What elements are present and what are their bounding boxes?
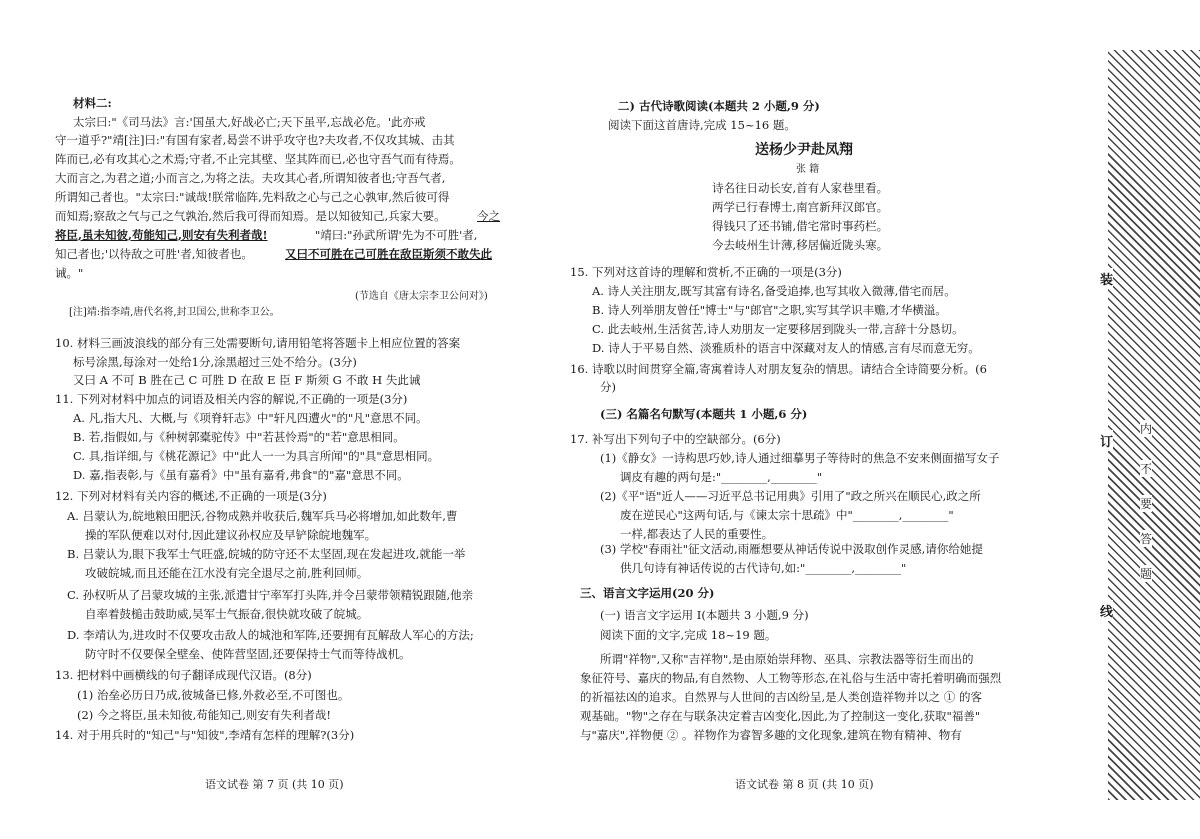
question-12: 12. 下列对材料有关内容的概述,不正确的一项是(3分): [55, 489, 327, 503]
question-13-item-1: (1) 治垒必历日乃成,彼城备已修,外救必至,不可图也。: [77, 688, 350, 702]
text-line: 阵而已,必有攻其心之术焉;守者,不止完其壁、坚其阵而已,必也守吾气而有待焉。: [55, 152, 461, 166]
question-13: 13. 把材料中画横线的句子翻译成现代汉语。(8分): [55, 668, 312, 682]
option-c: C. 此去岐州,生活贫苦,诗人劝朋友一定要移居到陇头一带,言辞十分恳切。: [592, 322, 964, 336]
material-heading: 材料二:: [73, 96, 112, 110]
binding-label: 装: [1100, 268, 1113, 289]
text-line: 而知焉;察敌之气与己之气孰治,然后我可得而知焉。是以知彼知己,兵家大要。: [55, 209, 446, 223]
question-10-options: 又曰 A 不可 B 胜在己 C 可胜 D 在敌 E 臣 F 斯须 G 不敢 H 失此诫: [73, 373, 421, 387]
option-a: A. 凡,指大凡、大概,与《项脊轩志》中"轩凡四遭火"的"凡"意思不同。: [73, 411, 428, 425]
question-11: 11. 下列对材料中加点的词语及相关内容的解说,不正确的一项是(3分): [55, 392, 408, 406]
question-17-item-2: (2)《平"语"近人——习近平总书记用典》引用了"政之所兴在顺民心,政之所: [600, 489, 981, 503]
option-b: B. 诗人列举朋友曾任"博士"与"郎官"之职,实写其学识丰赡,才华横溢。: [592, 303, 947, 317]
text-line: 守一道乎?"靖[注]曰:"有国有家者,曷尝不讲乎攻守也?夫攻者,不仅攻其城、击其: [55, 133, 455, 147]
page-footer: 语文试卷 第 8 页 (共 10 页): [735, 778, 874, 791]
section-heading: 二) 古代诗歌阅读(本题共 2 小题,9 分): [618, 99, 820, 113]
poem-title: 送杨少尹赴凤翔: [755, 142, 853, 158]
poem-line: 诗名往日动长安,首有人家巷里看。: [712, 181, 889, 195]
text-line: "靖曰:"孙武所谓'先为不可胜'者,: [315, 228, 478, 242]
binding-hint: 内: [1140, 422, 1153, 436]
section-heading: (三) 名篇名句默写(本题共 1 小题,6 分): [600, 407, 808, 421]
underlined-text: 今之: [477, 209, 500, 223]
question-10-text: 标号涂黑,每涂对一处给1分,涂黑超过三处不给分。(3分): [73, 355, 357, 369]
option-a: A. 吕蒙认为,皖地粮田肥沃,谷物成熟并收获后,魏军兵马必将增加,如此数年,曹: [67, 509, 458, 523]
option-b: B. 若,指假如,与《种树郭橐驼传》中"若甚怜焉"的"若"意思相同。: [73, 430, 405, 444]
option-d: D. 嘉,指表彰,与《虽有嘉肴》中"虽有嘉肴,弗食"的"嘉"意思不同。: [73, 468, 409, 482]
binding-label: 线: [1100, 600, 1113, 621]
wavy-underlined-text: 又曰不可胜在己可胜在敌臣斯须不敢失此: [285, 247, 492, 261]
text-line: 大而言之,为君之道;小而言之,为将之法。夫攻其心者,所谓知彼者也;守吾气者,: [55, 171, 446, 185]
subsection-heading: (一) 语言文字运用 I(本题共 3 小题,9 分): [600, 608, 809, 622]
question-14: 14. 对于用兵时的"知己"与"知彼",李靖有怎样的理解?(3分): [55, 728, 355, 742]
option-c-cont: 自率着鼓槌击鼓助威,吴军士气振奋,很快就攻破了皖城。: [85, 607, 369, 621]
passage-line: 象征符号、嘉庆的物品,有自然物、人工物等形态,在礼俗与生活中寄托着明确而强烈: [580, 671, 1002, 685]
passage-line: 观基础。"物"之存在与联条决定着吉凶变化,因此,为了控制这一变化,获取"福善": [580, 709, 981, 723]
question-17: 17. 补写出下列句子中的空缺部分。(6分): [570, 432, 781, 446]
question-10: 10. 材料三画波浪线的部分有三处需要断句,请用铅笔将答题卡上相应位置的答案: [55, 336, 461, 350]
option-d: D. 李靖认为,进攻时不仅要攻击敌人的城池和军阵,还要拥有瓦解敌人军心的方法;: [67, 628, 474, 642]
source-note: (节选自《唐太宗李卫公问对》): [355, 291, 488, 302]
binding-hint: 答: [1140, 532, 1153, 546]
question-16-cont: 分): [600, 380, 616, 394]
passage-line: 的祈福祛凶的追求。自然界与人世间的吉凶纷呈,是人类创造祥物并以之 ① 的客: [580, 690, 982, 704]
text-line: 太宗曰:"《司马法》言:'国虽大,好战必亡;天下虽平,忘战必危。'此亦戒: [73, 115, 426, 129]
option-d-cont: 防守时不仅要保全壁垒、使阵营坚固,还要保持士气而等待战机。: [85, 647, 411, 661]
question-16: 16. 诗歌以时间贯穿全篇,寄寓着诗人对朋友复杂的情思。请结合全诗简要分析。(6: [570, 362, 987, 376]
text-line: 知己者也;'以待敌之可胜'者,知彼者也。: [55, 247, 253, 261]
text-line: 诫。": [55, 266, 84, 280]
option-a-cont: 操的军队便难以对付,因此建议孙权应及早铲除皖地魏军。: [85, 528, 377, 542]
question-17-item-2-end: 一样,都表达了人民的重要性。: [620, 527, 774, 541]
binding-hint: 要: [1140, 497, 1153, 511]
footnote: [注]靖:指李靖,唐代名将,封卫国公,世称李卫公。: [69, 307, 280, 318]
question-13-item-2: (2) 今之将臣,虽未知彼,苟能知己,则安有失利者哉!: [77, 708, 332, 722]
section-instruction: 阅读下面这首唐诗,完成 15~16 题。: [608, 118, 796, 132]
question-17-item-2-cont: 废在逆民心"这两句话,与《谏太宗十思疏》中"________,________": [620, 508, 954, 522]
option-b-cont: 攻破皖城,而且还能在江水没有完全退尽之前,胜利回师。: [85, 566, 369, 580]
binding-margin-hatch: [1108, 50, 1200, 800]
passage-line: 与"嘉庆",祥物便 ② 。祥物作为睿智多趣的文化现象,建筑在物有精神、物有: [580, 728, 962, 742]
question-17-item-3-cont: 供几句诗有神话传说的古代诗句,如:"________,________": [620, 561, 907, 575]
question-17-item-1: (1)《静女》一诗构思巧妙,诗人通过细摹男子等待时的焦急不安来侧面描写女子: [600, 451, 1000, 465]
underlined-text: 将臣,虽未知彼,苟能知己,则安有失利者哉!: [55, 228, 268, 242]
question-15: 15. 下列对这首诗的理解和赏析,不正确的一项是(3分): [570, 265, 842, 279]
option-a: A. 诗人关注朋友,既写其富有诗名,备受追捧,也写其收入微薄,借宅而居。: [592, 284, 956, 298]
passage-line: 所谓"祥物",又称"吉祥物",是由原始崇拜物、巫具、宗教法器等衍生而出的: [600, 652, 974, 666]
poem-line: 得钱只了还书铺,借宅常时事药栏。: [712, 219, 889, 233]
question-17-item-1-cont: 调皮有趣的两句是:"________,________": [620, 470, 823, 484]
option-b: B. 吕蒙认为,眼下我军士气旺盛,皖城的防守还不太坚固,现在发起进攻,就能一举: [67, 547, 466, 561]
poem-line: 今去岐州生计薄,移居偏近陇头寒。: [712, 238, 889, 252]
section-heading: 三、语言文字运用(20 分): [580, 586, 715, 600]
poem-author: 张 籍: [796, 164, 820, 175]
binding-hint: 不: [1140, 462, 1153, 476]
poem-line: 两学已行春博士,南宫新拜汉郎官。: [712, 200, 889, 214]
binding-hint: 题: [1140, 567, 1153, 581]
option-d: D. 诗人于平易自然、淡雅质朴的语言中深藏对友人的情感,言有尽而意无穷。: [592, 341, 980, 355]
section-instruction: 阅读下面的文字,完成 18~19 题。: [600, 628, 777, 642]
option-c: C. 孙权听从了吕蒙攻城的主张,派遣甘宁率军打头阵,并令吕蒙带领精锐跟随,他亲: [67, 588, 474, 602]
question-17-item-3: (3) 学校"春雨社"征文活动,雨雁想要从神话传说中汲取创作灵感,请你给她提: [600, 542, 983, 556]
text-line: 所谓知己者也。"太宗曰:"诚哉!朕常临阵,先料敌之心与己之心孰审,然后彼可得: [55, 190, 450, 204]
option-c: C. 具,指详细,与《桃花源记》中"此人一一为具言所闻"的"具"意思相同。: [73, 449, 440, 463]
page-footer: 语文试卷 第 7 页 (共 10 页): [205, 778, 344, 791]
binding-label: 订: [1100, 430, 1113, 451]
